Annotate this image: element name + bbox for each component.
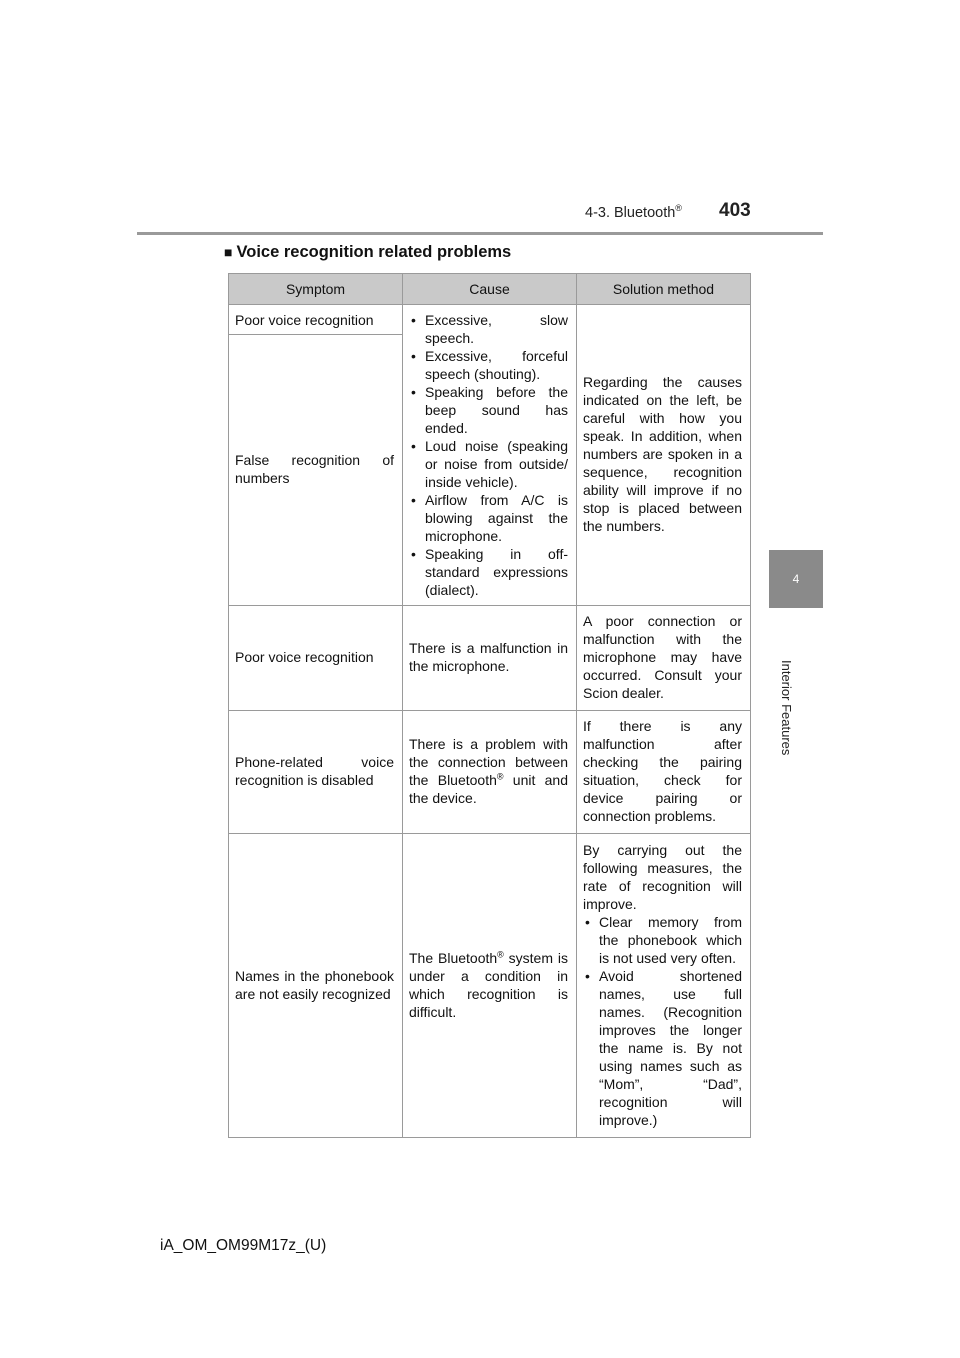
table-row [229,834,751,1138]
cause-cell [403,711,577,834]
square-bullet-icon: ■ [224,244,233,260]
cause-list [409,311,568,599]
table-row [229,305,751,335]
symptom-cell: False recognition of numbers [229,335,403,606]
solution-cell [577,834,751,1138]
chapter-tab: 4 [769,550,823,608]
list-item: • Speaking before the beep sound has ended. [409,383,568,437]
cause-text: There is a problem with the connection between the Bluetooth [409,736,568,788]
registered-mark: ® [675,203,682,214]
section-heading [224,243,511,262]
document-code: iA_OM_OM99M17z_(U) [160,1237,327,1254]
cause-cell: There is a malfunction in the microphone. [403,606,577,711]
list-item: • Clear memory from the phonebook which is not used very often. [583,913,742,967]
section-heading-text: Voice recognition related problems [236,243,512,261]
symptom-cell: Poor voice recognition [229,305,403,335]
solution-intro: By carrying out the following measures, the rate of recognition will improve. [583,842,742,912]
symptom-cell: Phone-related voice recognition is disabled [229,711,403,834]
header-solution: Solution method [577,274,751,305]
solution-cell: A poor connection or malfunction with the microphone may have occurred. Consult your Scion dealer. [577,606,751,711]
symptom-cell: Poor voice recognition [229,606,403,711]
page-number: 403 [719,200,751,221]
list-item: • Excessive, slow speech. [409,311,568,347]
solution-list [583,913,742,1129]
chapter-label: Interior Features [779,660,794,756]
table-row [229,711,751,834]
cause-text-end: unit and the device. [409,772,568,806]
header-section-title [585,205,682,221]
list-item: • Airflow from A/C is blowing against the microphone. [409,491,568,545]
header-divider [137,232,823,235]
cause-cell [403,834,577,1138]
table-row [229,606,751,711]
list-item: • Avoid shortened names, use full names. (Recognition improves the longer the name is. By not using names such as “Mom”, “Dad”, recognition will improve.) [583,967,742,1129]
registered-mark: ® [496,771,504,782]
solution-cell: If there is any malfunction after checking the pairing situation, check for device pairing or connection problems. [577,711,751,834]
header-cause: Cause [403,274,577,305]
list-item: • Loud noise (speaking or noise from outside/ inside vehicle). [409,437,568,491]
cause-cell [403,305,577,606]
list-item: • Excessive, forceful speech (shouting). [409,347,568,383]
symptom-cell: Names in the phonebook are not easily recognized [229,834,403,1138]
table-header-row [229,274,751,305]
list-item: • Speaking in off-standard expressions (dialect). [409,545,568,599]
cause-text-end: system is under a condition in which recognition is difficult. [409,949,568,1020]
header-section-text: 4-3. Bluetooth [585,205,676,221]
solution-cell: Regarding the causes indicated on the left, be careful with how you speak. In addition, when numbers are spoken in a sequence, recognition ability will improve if no stop is placed between the numbers. [577,305,751,606]
registered-mark: ® [497,948,504,959]
cause-text: The Bluetooth [409,949,498,966]
troubleshooting-table [228,273,751,1138]
header-symptom: Symptom [229,274,403,305]
